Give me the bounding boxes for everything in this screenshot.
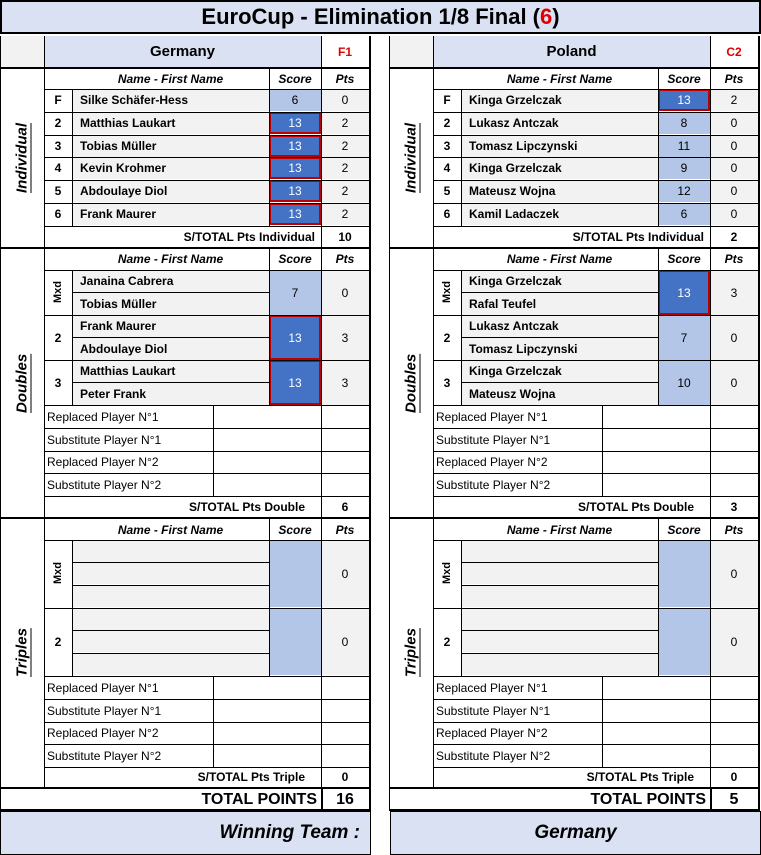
home-ind-pts: 2 xyxy=(321,112,369,134)
grid-line xyxy=(433,89,758,90)
away-dbl-player2: Mateusz Wojna xyxy=(461,382,658,405)
away-team-code: C2 xyxy=(726,44,742,59)
grid-line xyxy=(0,67,371,69)
away-tri-substitute2-label: Substitute Player N°2 xyxy=(436,748,551,763)
grid-line xyxy=(321,226,322,247)
home-ind-col-score: Score xyxy=(278,72,312,86)
grid-line xyxy=(710,67,711,247)
home-dbl-replaced2-label: Replaced Player N°2 xyxy=(47,455,159,469)
away-ind-score: 9 xyxy=(658,157,710,179)
grid-line xyxy=(72,562,269,563)
home-tri-pos: Mxd xyxy=(52,562,64,585)
away-tri-pts: 0 xyxy=(710,540,758,607)
grid-line xyxy=(389,67,760,69)
home-tri-col-score: Score xyxy=(278,522,312,537)
grid-line xyxy=(213,406,214,496)
grid-line xyxy=(433,247,434,517)
away-dbl-player1: Kinga Grzelczak xyxy=(461,270,658,292)
grid-line xyxy=(710,517,711,787)
away-total-label: TOTAL POINTS xyxy=(590,790,706,808)
away-tri-player-slot[interactable] xyxy=(461,540,658,562)
grid-line xyxy=(44,89,369,90)
grid-line xyxy=(602,677,603,767)
grid-line xyxy=(321,496,322,517)
away-dbl-replaced1-input[interactable] xyxy=(603,406,758,428)
away-dbl-col-pts: Pts xyxy=(724,252,744,266)
away-ind-pts: 0 xyxy=(710,135,758,157)
grid-line xyxy=(72,630,269,631)
grid-line xyxy=(269,67,270,226)
away-dbl-substitute1-label: Substitute Player N°1 xyxy=(436,432,551,447)
grid-line xyxy=(72,540,73,676)
away-dbl-replaced2-input[interactable] xyxy=(603,451,758,473)
away-dbl-pos: 3 xyxy=(443,375,451,390)
away-dbl-col-score: Score xyxy=(667,252,701,266)
grid-line xyxy=(44,270,369,271)
away-ind-player: Kamil Ladaczek xyxy=(461,203,658,225)
away-tri-pos: Mxd xyxy=(441,562,453,585)
away-tri-score[interactable] xyxy=(658,608,710,675)
grid-line xyxy=(758,36,760,811)
home-team-name: Germany xyxy=(44,36,321,67)
home-dbl-replaced1-label: Replaced Player N°1 xyxy=(47,410,159,424)
home-dbl-pts: 3 xyxy=(321,360,369,405)
home-dbl-player1: Frank Maurer xyxy=(72,315,269,337)
away-doubles-label: Doubles xyxy=(402,353,420,413)
home-ind-score: 13 xyxy=(269,203,321,225)
away-ind-player: Kinga Grzelczak xyxy=(461,89,658,111)
title-text: EuroCup - Elimination 1/8 Final ( xyxy=(201,4,540,29)
away-dbl-score: 10 xyxy=(658,360,710,405)
home-subtotal-individual-label: S/TOTAL Pts Individual xyxy=(183,229,315,244)
grid-line xyxy=(321,789,323,810)
away-ind-player: Tomasz Lipczynski xyxy=(461,135,658,157)
away-subtotal-individual-value: 2 xyxy=(730,229,738,244)
away-tri-score[interactable] xyxy=(658,540,710,607)
away-tri-col-name: Name - First Name xyxy=(506,522,613,537)
away-ind-pos: 6 xyxy=(443,207,451,221)
away-dbl-pos: Mxd xyxy=(441,281,453,304)
away-ind-score: 8 xyxy=(658,112,710,134)
home-dbl-pos: 3 xyxy=(54,375,62,390)
away-ind-col-name: Name - First Name xyxy=(506,72,613,86)
home-subtotal-double-label: S/TOTAL Pts Double xyxy=(188,499,305,514)
away-tri-player-slot[interactable] xyxy=(461,630,658,652)
home-tri-score[interactable] xyxy=(269,540,321,607)
away-ind-score: 12 xyxy=(658,180,710,202)
home-ind-score: 13 xyxy=(269,157,321,179)
home-tri-replaced1-label: Replaced Player N°1 xyxy=(47,681,159,695)
away-ind-pos: 2 xyxy=(443,116,451,130)
grid-line xyxy=(389,36,390,811)
home-dbl-col-pts: Pts xyxy=(335,252,355,266)
home-ind-player: Kevin Krohmer xyxy=(72,157,269,179)
home-dbl-pos: 2 xyxy=(54,330,62,345)
away-ind-col-score: Score xyxy=(667,72,701,86)
grid-line xyxy=(321,247,322,517)
grid-line xyxy=(0,247,371,249)
away-tri-replaced2-input[interactable] xyxy=(603,722,758,744)
home-dbl-pts: 3 xyxy=(321,315,369,360)
home-triples-label: Triples xyxy=(13,628,31,678)
grid-line xyxy=(72,292,269,293)
home-dbl-substitute1-label: Substitute Player N°1 xyxy=(47,432,162,447)
grid-line xyxy=(321,517,322,787)
grid-line xyxy=(72,653,269,654)
grid-line xyxy=(44,517,45,787)
grid-line xyxy=(72,270,73,405)
grid-line xyxy=(321,767,322,787)
title-close: ) xyxy=(552,4,560,29)
away-subtotal-triple-value: 0 xyxy=(730,770,738,784)
home-dbl-pts: 0 xyxy=(321,270,369,315)
away-dbl-pts: 0 xyxy=(710,315,758,360)
away-ind-player: Lukasz Antczak xyxy=(461,112,658,134)
grid-line xyxy=(0,517,371,519)
home-ind-pts: 2 xyxy=(321,203,369,225)
away-dbl-pos: 2 xyxy=(443,330,451,345)
home-tri-player-slot[interactable] xyxy=(72,585,269,607)
home-dbl-substitute2-label: Substitute Player N°2 xyxy=(47,477,162,492)
grid-line xyxy=(44,247,45,517)
home-tri-player-slot[interactable] xyxy=(72,653,269,675)
grid-line xyxy=(710,496,711,517)
home-dbl-player2: Peter Frank xyxy=(72,382,269,405)
away-dbl-substitute2-label: Substitute Player N°2 xyxy=(436,477,551,492)
grid-line xyxy=(461,562,658,563)
away-subtotal-individual-label: S/TOTAL Pts Individual xyxy=(572,229,704,244)
home-subtotal-triple-value: 0 xyxy=(341,770,349,784)
home-tri-player-slot[interactable] xyxy=(72,630,269,652)
grid-line xyxy=(44,67,45,247)
away-dbl-substitute1-input[interactable] xyxy=(603,429,758,451)
away-tri-replaced1-label: Replaced Player N°1 xyxy=(436,681,548,695)
home-dbl-player2: Tobias Müller xyxy=(72,292,269,315)
away-tri-player-slot[interactable] xyxy=(461,585,658,607)
grid-line xyxy=(72,382,269,383)
away-dbl-player1: Lukasz Antczak xyxy=(461,315,658,337)
away-dbl-col-name: Name - First Name xyxy=(506,252,613,266)
home-ind-pos: 2 xyxy=(54,116,62,130)
home-dbl-player2: Abdoulaye Diol xyxy=(72,337,269,360)
grid-line xyxy=(433,67,434,247)
grid-line xyxy=(461,653,658,654)
home-ind-player: Silke Schäfer-Hess xyxy=(72,89,269,111)
home-tri-pos: 2 xyxy=(54,634,62,649)
home-header-blank xyxy=(0,36,44,67)
away-header-blank xyxy=(389,36,433,67)
title-number: 6 xyxy=(540,4,553,29)
home-tri-pts: 0 xyxy=(321,608,369,675)
winning-team-label-box xyxy=(0,811,371,855)
grid-line xyxy=(710,789,712,810)
away-ind-pts: 0 xyxy=(710,112,758,134)
away-ind-player: Mateusz Wojna xyxy=(461,180,658,202)
away-ind-score: 13 xyxy=(658,89,710,111)
away-subtotal-double-label: S/TOTAL Pts Double xyxy=(577,499,694,514)
home-total-label: TOTAL POINTS xyxy=(201,790,317,808)
home-dbl-col-score: Score xyxy=(278,252,312,266)
grid-line xyxy=(433,540,758,541)
home-dbl-col-name: Name - First Name xyxy=(117,252,224,266)
away-dbl-replaced1-label: Replaced Player N°1 xyxy=(436,410,548,424)
grid-line xyxy=(321,36,322,67)
home-ind-score: 13 xyxy=(269,180,321,202)
away-dbl-score: 13 xyxy=(658,270,710,315)
home-subtotal-triple-label: S/TOTAL Pts Triple xyxy=(197,770,305,784)
grid-line xyxy=(461,89,462,226)
away-tri-player-slot[interactable] xyxy=(461,562,658,584)
home-ind-pos: 4 xyxy=(54,161,62,175)
home-total-value: 16 xyxy=(336,790,354,808)
home-ind-player: Tobias Müller xyxy=(72,135,269,157)
home-tri-replaced2-label: Replaced Player N°2 xyxy=(47,726,159,740)
away-tri-replaced2-label: Replaced Player N°2 xyxy=(436,726,548,740)
away-dbl-replaced2-label: Replaced Player N°2 xyxy=(436,455,548,469)
grid-line xyxy=(461,585,658,586)
away-dbl-pts: 0 xyxy=(710,360,758,405)
away-dbl-score: 7 xyxy=(658,315,710,360)
home-dbl-score: 13 xyxy=(269,315,321,360)
grid-line xyxy=(461,337,658,338)
away-ind-pos: 3 xyxy=(443,139,451,153)
home-ind-score: 13 xyxy=(269,135,321,157)
away-ind-pos: F xyxy=(443,93,451,107)
away-tri-player-slot[interactable] xyxy=(461,653,658,675)
home-dbl-player1: Janaina Cabrera xyxy=(72,270,269,292)
grid-line xyxy=(321,67,322,247)
grid-line xyxy=(369,36,371,811)
away-ind-score: 11 xyxy=(658,135,710,157)
home-tri-player-slot[interactable] xyxy=(72,540,269,562)
away-tri-substitute2-input[interactable] xyxy=(603,745,758,767)
away-ind-pts: 2 xyxy=(710,89,758,111)
away-ind-pos: 5 xyxy=(443,184,451,198)
away-dbl-player2: Rafal Teufel xyxy=(461,292,658,315)
home-ind-player: Matthias Laukart xyxy=(72,112,269,134)
grid-line xyxy=(461,630,658,631)
away-ind-pos: 4 xyxy=(443,161,451,175)
away-ind-col-pts: Pts xyxy=(724,72,744,86)
home-tri-substitute1-input[interactable] xyxy=(214,700,369,722)
grid-line xyxy=(433,517,434,787)
away-tri-substitute1-input[interactable] xyxy=(603,700,758,722)
away-ind-player: Kinga Grzelczak xyxy=(461,157,658,179)
away-dbl-player2: Tomasz Lipczynski xyxy=(461,337,658,360)
away-tri-substitute1-label: Substitute Player N°1 xyxy=(436,703,551,718)
home-ind-pts: 2 xyxy=(321,157,369,179)
home-tri-score[interactable] xyxy=(269,608,321,675)
grid-line xyxy=(0,36,1,811)
grid-line xyxy=(602,406,603,496)
home-ind-pos: 5 xyxy=(54,184,62,198)
home-ind-player: Abdoulaye Diol xyxy=(72,180,269,202)
grid-line xyxy=(658,67,659,226)
winning-team-label: Winning Team : xyxy=(219,822,360,843)
away-dbl-pts: 3 xyxy=(710,270,758,315)
grid-line xyxy=(433,270,758,271)
away-individual-label: Individual xyxy=(402,123,420,194)
grid-line xyxy=(44,36,45,67)
home-ind-pts: 0 xyxy=(321,89,369,111)
grid-line xyxy=(213,677,214,767)
home-tri-col-name: Name - First Name xyxy=(117,522,224,537)
grid-line xyxy=(461,382,658,383)
home-tri-player-slot[interactable] xyxy=(72,562,269,584)
grid-line xyxy=(389,247,760,249)
home-tri-substitute1-label: Substitute Player N°1 xyxy=(47,703,162,718)
grid-line xyxy=(710,36,711,67)
home-tri-replaced1-input[interactable] xyxy=(214,677,369,699)
away-tri-col-pts: Pts xyxy=(724,522,744,537)
home-individual-label: Individual xyxy=(13,123,31,194)
away-total-value: 5 xyxy=(729,790,739,808)
winning-team-box xyxy=(390,811,761,855)
home-subtotal-double-value: 6 xyxy=(341,499,349,514)
away-subtotal-double-value: 3 xyxy=(730,499,738,514)
home-subtotal-individual-value: 10 xyxy=(338,229,352,244)
home-ind-player: Frank Maurer xyxy=(72,203,269,225)
home-ind-pts: 2 xyxy=(321,180,369,202)
away-dbl-substitute2-input[interactable] xyxy=(603,474,758,496)
grid-line xyxy=(461,270,462,405)
away-dbl-player1: Kinga Grzelczak xyxy=(461,360,658,382)
away-tri-col-score: Score xyxy=(667,522,701,537)
home-tri-player-slot[interactable] xyxy=(72,608,269,630)
away-triples-label: Triples xyxy=(402,628,420,678)
home-ind-pts: 2 xyxy=(321,135,369,157)
grid-line xyxy=(72,89,73,226)
grid-line xyxy=(710,226,711,247)
away-tri-player-slot[interactable] xyxy=(461,608,658,630)
home-tri-col-pts: Pts xyxy=(335,522,355,537)
home-ind-col-name: Name - First Name xyxy=(117,72,224,86)
home-tri-pts: 0 xyxy=(321,540,369,607)
home-dbl-score: 7 xyxy=(269,270,321,315)
home-tri-substitute2-input[interactable] xyxy=(214,745,369,767)
home-ind-pos: F xyxy=(54,93,62,107)
grid-line xyxy=(389,787,760,789)
home-ind-score: 6 xyxy=(269,89,321,111)
away-ind-pts: 0 xyxy=(710,157,758,179)
grid-line xyxy=(461,540,462,676)
sheet-title xyxy=(0,0,761,34)
away-tri-replaced1-input[interactable] xyxy=(603,677,758,699)
home-dbl-substitute1-input[interactable] xyxy=(214,429,369,451)
away-ind-pts: 0 xyxy=(710,203,758,225)
home-dbl-score: 13 xyxy=(269,360,321,405)
home-dbl-substitute2-input[interactable] xyxy=(214,474,369,496)
away-ind-pts: 0 xyxy=(710,180,758,202)
home-dbl-replaced2-input[interactable] xyxy=(214,451,369,473)
grid-line xyxy=(461,292,658,293)
home-ind-score: 13 xyxy=(269,112,321,134)
winning-team-name: Germany xyxy=(534,822,617,843)
home-dbl-player1: Matthias Laukart xyxy=(72,360,269,382)
home-tri-substitute2-label: Substitute Player N°2 xyxy=(47,748,162,763)
grid-line xyxy=(72,585,269,586)
home-dbl-pos: Mxd xyxy=(52,281,64,304)
home-doubles-label: Doubles xyxy=(13,353,31,413)
away-ind-score: 6 xyxy=(658,203,710,225)
grid-line xyxy=(710,247,711,517)
grid-line xyxy=(710,767,711,787)
away-tri-pos: 2 xyxy=(443,634,451,649)
grid-line xyxy=(389,517,760,519)
home-ind-col-pts: Pts xyxy=(335,72,355,86)
home-dbl-replaced1-input[interactable] xyxy=(214,406,369,428)
grid-line xyxy=(433,36,434,67)
away-team-name: Poland xyxy=(433,36,710,67)
home-tri-replaced2-input[interactable] xyxy=(214,722,369,744)
away-tri-pts: 0 xyxy=(710,608,758,675)
grid-line xyxy=(0,787,371,789)
grid-line xyxy=(44,540,369,541)
home-ind-pos: 3 xyxy=(54,139,62,153)
grid-line xyxy=(72,337,269,338)
home-ind-pos: 6 xyxy=(54,207,62,221)
away-subtotal-triple-label: S/TOTAL Pts Triple xyxy=(586,770,694,784)
home-team-code: F1 xyxy=(337,44,352,59)
